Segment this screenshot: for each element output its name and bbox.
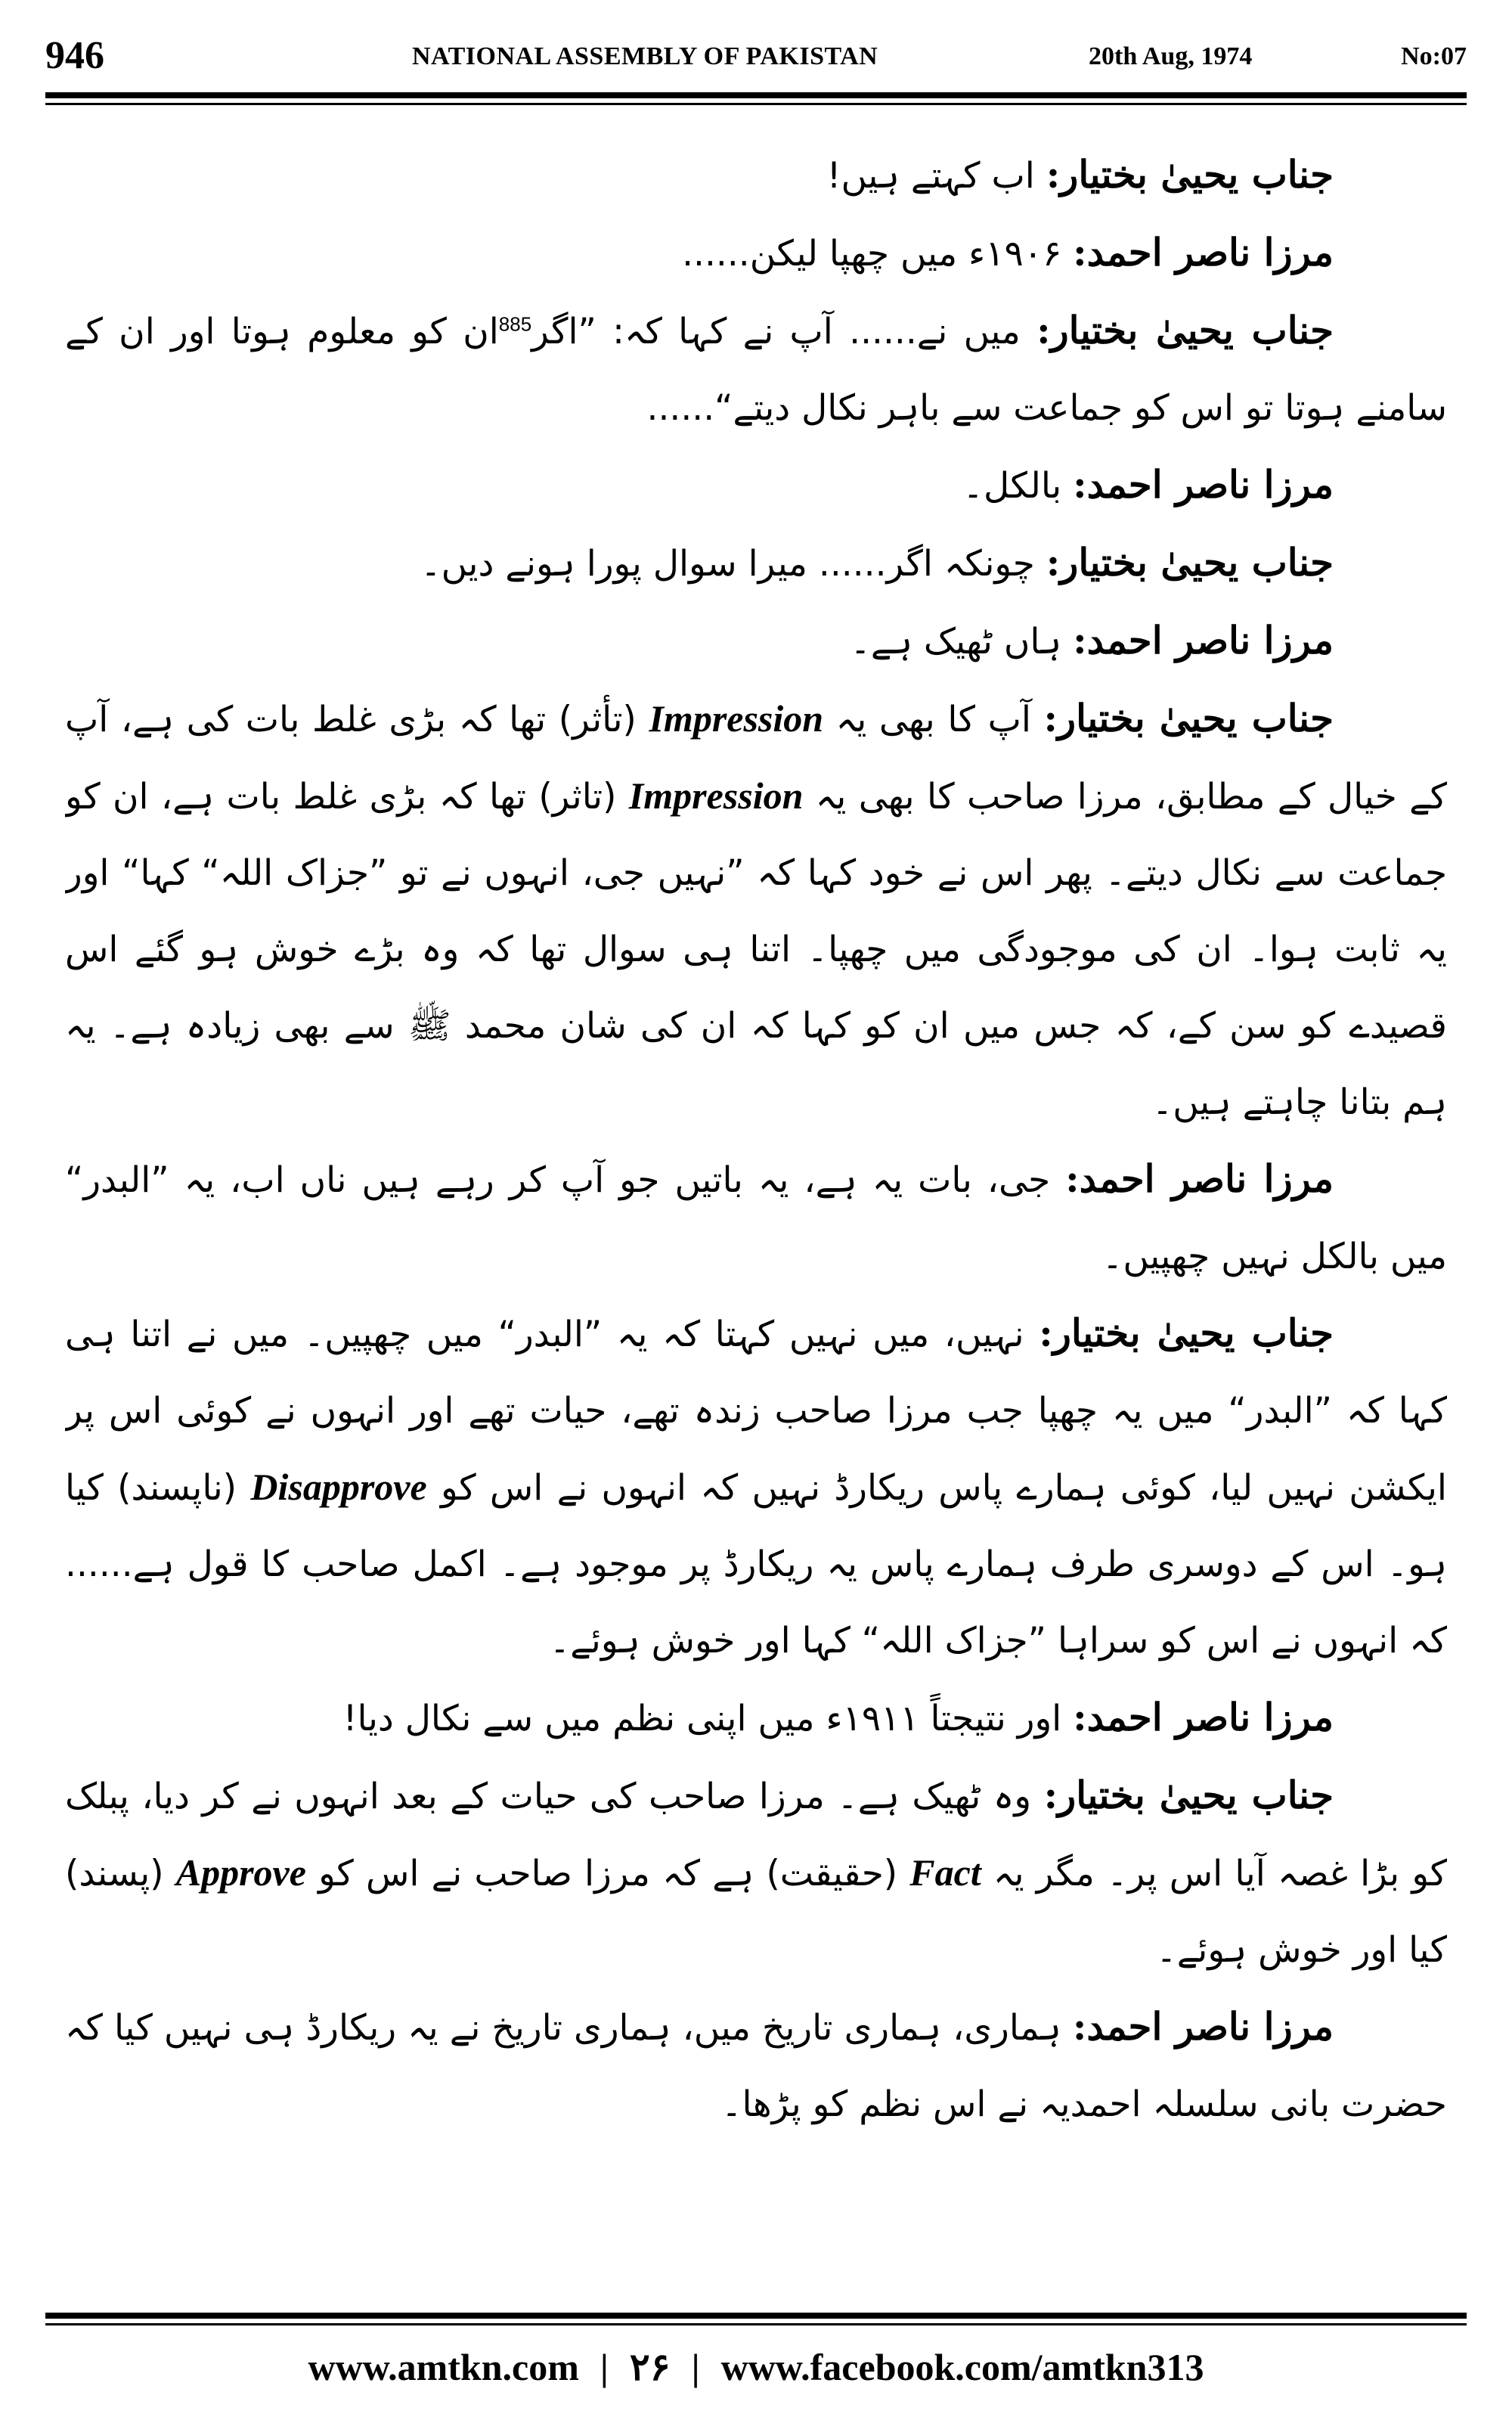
- speaker-label: جناب یحییٰ بختیار:: [1043, 696, 1334, 740]
- paragraph-1: [65, 136, 1447, 214]
- speaker-label: مرزا ناصر احمد:: [1072, 2004, 1334, 2049]
- header-rule-thick: [45, 92, 1467, 98]
- speech-text: میں نے...... آپ نے کہا کہ: ”اگر: [531, 311, 1037, 352]
- footnote-marker: 885: [498, 312, 532, 336]
- speech-text: چونکہ اگر...... میرا سوال پورا ہونے دیں۔: [420, 543, 1046, 585]
- english-term: Approve: [175, 1851, 306, 1894]
- speech-text: اب کہتے ہیں!: [826, 155, 1046, 197]
- speech-text: آپ کا بھی یہ: [823, 699, 1044, 740]
- paragraph-8: [65, 1140, 1447, 1295]
- speaker-label: جناب یحییٰ بختیار:: [1046, 540, 1334, 585]
- page-number: 946: [45, 34, 104, 77]
- speech-text: (تأثر) تھا کہ بڑی غلط بات کی ہے، آپ کے خیال کے مطابق، مرزا صاحب کا بھی یہ: [65, 699, 1447, 818]
- speaker-label: مرزا ناصر احمد:: [1065, 1156, 1334, 1201]
- header-number: No:07: [1401, 42, 1467, 70]
- english-term: Disapprove: [250, 1466, 427, 1508]
- speech-text: (تاثر) تھا کہ بڑی غلط بات ہے، ان کو جماعت سے نکال دیتے۔ پھر اس نے خود کہا کہ ”نہیں جی، انہوں نے تو ”جزاک اللہ“ کہا“ اور یہ ثابت ہوا۔ ان کی موجودگی میں چھپا۔ اتنا ہی سوال تھا کہ وہ بڑے خوش ہو گئے اس قصیدے کو سن کے، کہ جس میں ان کو کہا کہ ان کی شان محمد ﷺ سے بھی زیادہ ہے۔ یہ ہم بتانا چاہتے ہیں۔: [65, 776, 1447, 1123]
- speaker-label: جناب یحییٰ بختیار:: [1046, 152, 1334, 197]
- paragraph-10: [65, 1679, 1447, 1757]
- paragraph-7: [65, 680, 1447, 1140]
- footer-rule-thin: [45, 2323, 1467, 2325]
- english-term: Impression: [628, 774, 804, 817]
- transcript-body: [65, 136, 1447, 2291]
- speaker-label: مرزا ناصر احمد:: [1073, 1695, 1334, 1739]
- speaker-label: جناب یحییٰ بختیار:: [1036, 308, 1334, 352]
- header-date: 20th Aug, 1974: [1089, 42, 1253, 70]
- speech-text: وہ ٹھیک ہے۔ مرزا صاحب کی حیات کے بعد انہوں نے کر دیا، پبلک کو بڑا غصہ آیا اس پر۔ مگر یہ: [65, 1776, 1447, 1894]
- footer-separator: |: [691, 2346, 700, 2388]
- paragraph-9: [65, 1295, 1447, 1679]
- speech-text: نہیں، میں نہیں کہتا کہ یہ ”البدر“ میں چھپیں۔ میں نے اتنا ہی کہا کہ ”البدر“ میں یہ چھپا جب مرزا صاحب زندہ تھے، حیات تھے اور انہوں نے کوئی اس پر ایکشن نہیں لیا، کوئی ہمارے پاس ریکارڈ نہیں کہ انہوں نے اس کو: [65, 1314, 1447, 1509]
- paragraph-11: [65, 1757, 1447, 1988]
- paragraph-3: [65, 292, 1447, 446]
- paragraph-4: [65, 446, 1447, 524]
- speaker-label: مرزا ناصر احمد:: [1073, 462, 1334, 507]
- speech-text: ہاں ٹھیک ہے۔: [850, 621, 1074, 662]
- speech-text: (حقیقت) ہے کہ مرزا صاحب نے اس کو: [305, 1853, 910, 1894]
- paragraph-12: [65, 1988, 1447, 2142]
- paragraph-5: [65, 524, 1447, 602]
- speech-text: (پسند) کیا اور خوش ہوئے۔: [65, 1853, 1447, 1971]
- header-rule-thin: [45, 103, 1467, 105]
- speaker-label: مرزا ناصر احمد:: [1073, 230, 1334, 275]
- speech-text: اور نتیجتاً ۱۹۱۱ء میں اپنی نظم میں سے نکال دیا!: [342, 1698, 1074, 1739]
- footer-page-number: ۲۶: [629, 2346, 671, 2388]
- footer-website-link[interactable]: www.amtkn.com: [308, 2346, 579, 2388]
- footer-facebook-link[interactable]: www.facebook.com/amtkn313: [720, 2346, 1204, 2388]
- header-title: NATIONAL ASSEMBLY OF PAKISTAN: [412, 42, 878, 70]
- page-footer: [45, 2337, 1467, 2397]
- speaker-label: جناب یحییٰ بختیار:: [1039, 1311, 1334, 1355]
- speech-text: ان کو معلوم ہوتا اور ان کے سامنے ہوتا تو اس کو جماعت سے باہر نکال دیتے“......: [65, 311, 1447, 429]
- speaker-label: جناب یحییٰ بختیار:: [1043, 1773, 1334, 1817]
- page-header: [45, 33, 1467, 86]
- paragraph-2: [65, 214, 1447, 292]
- english-term: Fact: [909, 1851, 981, 1894]
- speaker-label: مرزا ناصر احمد:: [1073, 618, 1334, 662]
- speech-text: بالکل۔: [962, 465, 1074, 507]
- footer-rule-thick: [45, 2313, 1467, 2319]
- speech-text: ہماری، ہماری تاریخ میں، ہماری تاریخ نے یہ ریکارڈ ہی نہیں کیا کہ حضرت بانی سلسلہ احمدیہ نے اس نظم کو پڑھا۔: [65, 2007, 1447, 2125]
- speech-text: جی، بات یہ ہے، یہ باتیں جو آپ کر رہے ہیں ناں اب، یہ ”البدر“ میں بالکل نہیں چھپیں۔: [65, 1159, 1447, 1277]
- english-term: Impression: [649, 697, 824, 740]
- paragraph-6: [65, 602, 1447, 680]
- speech-text: ۱۹۰۶ء میں چھپا لیکن......: [682, 233, 1074, 275]
- footer-separator: |: [600, 2346, 609, 2388]
- speech-text: (ناپسند) کیا ہو۔ اس کے دوسری طرف ہمارے پاس یہ ریکارڈ پر موجود ہے۔ اکمل صاحب کا قول ہے...... کہ انہوں نے اس کو سراہا ”جزاک اللہ“ کہا اور خوش ہوئے۔: [65, 1467, 1447, 1661]
